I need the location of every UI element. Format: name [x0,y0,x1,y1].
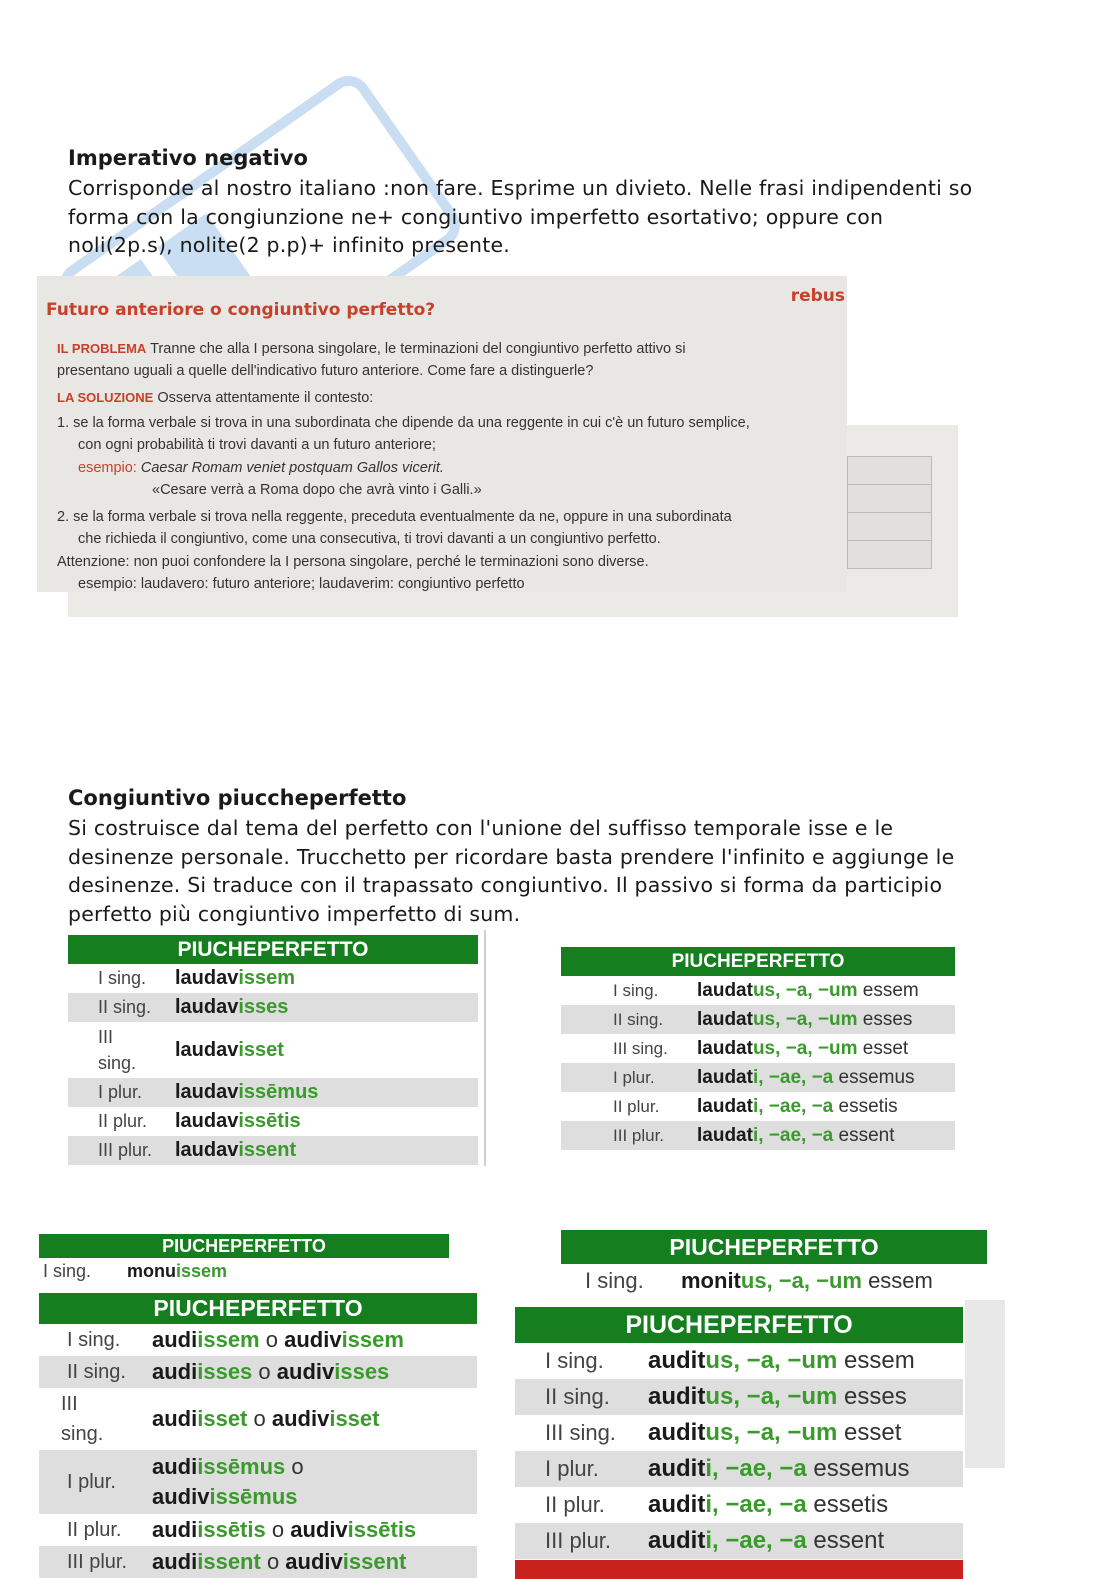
auxiliary: esset [857,1037,909,1059]
table-laudo-active [68,935,478,1165]
ending: issētis [238,1110,301,1132]
table-laudo-passive [561,947,955,1150]
ending: issēmus [238,1081,319,1103]
verb-form [697,1038,908,1060]
stem: audit [648,1527,706,1554]
stem: laudav [175,1139,239,1161]
table-cell [847,512,932,541]
section-title-imperativo: Imperativo negativo [68,146,308,170]
person-label: I plur. [545,1456,599,1481]
stem: audit [648,1347,706,1374]
person-label: I sing. [98,968,147,988]
person-label: III sing. [61,1393,104,1445]
auxiliary: essetis [833,1095,898,1117]
person-label: III sing. [545,1420,616,1445]
stem: audiv [152,1484,210,1509]
person-label: I sing. [585,1268,644,1293]
section-title-piuccheperfetto: Congiuntivo piuccheperfetto [68,786,407,810]
verb-form [152,1517,416,1543]
table-row [515,1487,963,1523]
verb-form [175,1110,301,1133]
paragraph-line: forma con la congiunzione ne+ congiuntivo imperfetto esortativo; oppure con [68,204,884,229]
point-2: 2. se la forma verbale si trova nella reggente, preceduta eventualmente da ne, oppure in una subordinata [57,509,732,525]
verb-form [152,1452,304,1512]
person-label: I sing. [545,1348,604,1373]
table-row [515,1379,963,1415]
paragraph-line: Si costruisce dal tema del perfetto con l'unione del suffisso temporale isse e le [68,816,894,840]
verb-form [648,1527,884,1555]
ending: isses [197,1359,253,1384]
table-body [39,1324,477,1578]
auxiliary: essem [857,979,919,1001]
ending: issem [197,1327,260,1352]
verb-form [175,1039,284,1062]
person-label: III plur. [613,1125,665,1145]
ending: isses [334,1359,390,1384]
stem: laudat [697,1124,753,1146]
stem: audiv [276,1359,335,1384]
point-1: 1. se la forma verbale si trova in una subordinata che dipende da una reggente in cui c'è un futuro semplice, [57,415,750,431]
verb-form [152,1549,406,1575]
auxiliary: essent [806,1527,885,1554]
verb-form [175,967,295,990]
table-header: PIUCHEPERFETTO [561,1230,987,1264]
person-label: II plur. [67,1518,122,1541]
table-cell [847,484,932,513]
person-label: II sing. [545,1384,610,1409]
example-text: Caesar Romam veniet postquam Gallos vicerit. [140,460,444,476]
table-row [68,993,478,1022]
stem: audi [152,1406,198,1431]
verb-form [697,1096,898,1118]
paragraph-line: perfetto più congiuntivo imperfetto di sum. [68,901,521,926]
verb-form [681,1268,933,1294]
table-header: PIUCHEPERFETTO [515,1307,963,1343]
stem: laudat [697,1095,753,1117]
ending: issent [238,1139,297,1161]
verb-form [648,1419,901,1447]
verb-form [127,1261,227,1282]
table-row [68,1078,478,1107]
paragraph-piuccheperfetto [68,814,954,928]
table-row [68,1136,478,1165]
person-label: II sing. [98,997,152,1017]
ending: issētis [347,1517,417,1542]
table-audio-passive [515,1307,963,1559]
stem: audiv [290,1517,348,1542]
table-body [561,976,955,1150]
ending: isset [329,1406,380,1431]
verb-form [175,1081,318,1104]
stem: monu [127,1260,176,1281]
table-row [515,1523,963,1559]
stem: laudav [175,996,239,1018]
verb-form [697,1067,915,1089]
table-header: PIUCHEPERFETTO [68,935,478,964]
ending: issent [197,1549,261,1574]
stem: audi [152,1517,198,1542]
example-label: esempio: [78,460,137,476]
table-row [561,1005,955,1034]
ending: i, −ae, −a [705,1527,807,1554]
table-row [515,1415,963,1451]
problem-label: IL PROBLEMA [57,341,147,356]
rebus-title: Futuro anteriore o congiuntivo perfetto? [46,300,436,320]
verb-form [648,1491,888,1519]
table-row [561,1063,955,1092]
person-label: I sing. [42,1260,91,1281]
table-row [68,964,478,993]
person-label: II sing. [67,1360,126,1383]
table-row [561,1121,955,1150]
ending: i, −ae, −a [752,1066,834,1088]
table-audio-active [39,1293,477,1578]
stem: audiv [271,1406,330,1431]
attention-note: Attenzione: non puoi confondere la I persona singolare, perché le terminazioni sono diverse. [57,554,649,570]
verb-form [697,1125,895,1147]
person-label: II plur. [613,1096,660,1116]
table-row [561,1092,955,1121]
ending: us, −a, −um [752,979,858,1001]
person-label: I plur. [98,1082,143,1102]
paragraph-line: Corrisponde al nostro italiano :non fare. Esprime un divieto. Nelle frasi indipendenti so [68,176,973,200]
ending: issem [341,1327,404,1352]
background-panel [965,1300,1005,1468]
table-header: PIUCHEPERFETTO [39,1234,449,1258]
table-body [68,964,478,1165]
person-label: I sing. [613,980,659,1000]
paragraph-line: desinenze personale. Trucchetto per ricordare basta prendere l'infinito e aggiunge le [68,844,955,869]
person-label: III plur. [67,1550,128,1573]
person-label: III sing. [98,1027,137,1073]
table-row [68,1107,478,1136]
example-translation: «Cesare verrà a Roma dopo che avrà vinto i Galli.» [152,482,482,498]
paragraph-imperativo [68,174,972,260]
table-header: PIUCHEPERFETTO [561,947,955,976]
person-label: II sing. [613,1009,664,1029]
ending: us, −a, −um [705,1383,838,1410]
table-row [561,1264,987,1298]
verb-form [648,1347,915,1375]
stem: laudav [175,967,239,989]
stem: audiv [284,1327,342,1352]
stem: monit [681,1268,741,1293]
auxiliary: essem [861,1268,933,1293]
ending: isset [238,1038,284,1061]
stem: laudat [697,1066,753,1088]
rebus-logo: rebus [790,286,845,306]
ending: us, −a, −um [705,1419,838,1446]
verb-form [697,980,919,1002]
table-row [515,1451,963,1487]
auxiliary: essemus [806,1455,910,1482]
ending: i, −ae, −a [705,1491,807,1518]
table-moneo-active [39,1234,449,1284]
stem: audit [648,1455,706,1482]
table-row [39,1388,477,1450]
or-word: o [285,1454,304,1479]
table-body [515,1343,963,1559]
stem: audi [152,1327,198,1352]
verb-form [152,1359,389,1385]
solution-label: LA SOLUZIONE [57,390,154,405]
or-word: o [265,1517,291,1542]
ending: issētis [197,1517,266,1542]
stem: laudav [175,1038,239,1061]
table-row [561,1034,955,1063]
stem: laudat [697,1008,753,1030]
or-word: o [247,1406,272,1431]
ending: issēmus [197,1454,286,1479]
person-label: I plur. [613,1067,655,1087]
auxiliary: essemus [833,1066,915,1088]
problem-text: Tranne che alla I persona singolare, le terminazioni del congiuntivo perfetto attivo si [150,341,686,357]
table-row [68,1022,478,1078]
auxiliary: essem [837,1347,915,1374]
table-cell [847,456,932,485]
table-row [39,1324,477,1356]
ending: us, −a, −um [740,1268,862,1293]
rebus-box [37,276,847,592]
ending: issēmus [209,1484,298,1509]
auxiliary: esset [837,1419,902,1446]
person-label: III plur. [98,1140,153,1160]
next-table-header [515,1560,963,1579]
table-cell [847,540,932,569]
stem: audi [152,1359,198,1384]
table-row [39,1546,477,1578]
ending: issem [176,1260,228,1281]
verb-form [152,1327,404,1353]
verb-form [648,1455,909,1483]
point-2-cont: che richieda il congiuntivo, come una consecutiva, ti trovi davanti a un congiuntivo perfetto. [78,531,661,547]
auxiliary: esses [837,1383,907,1410]
table-row [39,1258,449,1284]
verb-form [152,1406,379,1432]
ending: us, −a, −um [752,1037,858,1059]
table-row [515,1343,963,1379]
ending: issem [238,967,296,989]
table-moneo-passive [561,1230,987,1298]
ending: i, −ae, −a [752,1124,834,1146]
ending: issent [342,1549,407,1574]
or-word: o [260,1549,286,1574]
point-1-cont: con ogni probabilità ti trovi davanti a un futuro anteriore; [78,437,436,453]
table-row [39,1356,477,1388]
example-1 [78,460,444,476]
ending: isses [238,996,289,1018]
verb-form [175,996,288,1019]
person-label: II plur. [98,1111,148,1131]
stem: audiv [285,1549,343,1574]
stem: audit [648,1419,706,1446]
stem: audit [648,1491,706,1518]
person-label: I sing. [67,1328,121,1351]
stem: audit [648,1383,706,1410]
stem: audi [152,1549,198,1574]
stem: laudav [175,1081,239,1103]
stem: laudat [697,1037,753,1059]
ending: isset [197,1406,248,1431]
paragraph-line: desinenze. Si traduce con il trapassato congiuntivo. Il passivo si forma da participio [68,873,943,897]
auxiliary: essent [833,1124,895,1146]
table-row [561,976,955,1005]
table-row [39,1450,477,1514]
paragraph-line: noli(2p.s), nolite(2 p.p)+ infinito presente. [68,233,511,257]
person-label: III sing. [613,1038,668,1058]
stem: laudat [697,979,753,1001]
problem-text-2: presentano uguali a quelle dell'indicativo futuro anteriore. Come fare a distinguerle? [57,363,594,379]
person-label: I plur. [67,1470,116,1493]
or-word: o [252,1359,277,1384]
verb-form [697,1009,912,1031]
verb-form [175,1139,296,1162]
rebus-solution [57,390,373,406]
auxiliary: esses [857,1008,913,1030]
stem: audi [152,1454,198,1479]
table-header: PIUCHEPERFETTO [39,1293,477,1324]
ending: i, −ae, −a [752,1095,834,1117]
ending: i, −ae, −a [705,1455,807,1482]
ending: us, −a, −um [705,1347,838,1374]
example-2: esempio: laudavero: futuro anteriore; laudaverim: congiuntivo perfetto [78,576,525,592]
rebus-problem [57,341,686,357]
person-label: II plur. [545,1492,605,1517]
auxiliary: essetis [806,1491,889,1518]
divider [484,930,486,1166]
stem: laudav [175,1110,239,1132]
table-row [39,1514,477,1546]
solution-text: Osserva attentamente il contesto: [157,390,374,406]
ending: us, −a, −um [752,1008,858,1030]
or-word: o [259,1327,285,1352]
person-label: III plur. [545,1528,612,1553]
verb-form [648,1383,907,1411]
